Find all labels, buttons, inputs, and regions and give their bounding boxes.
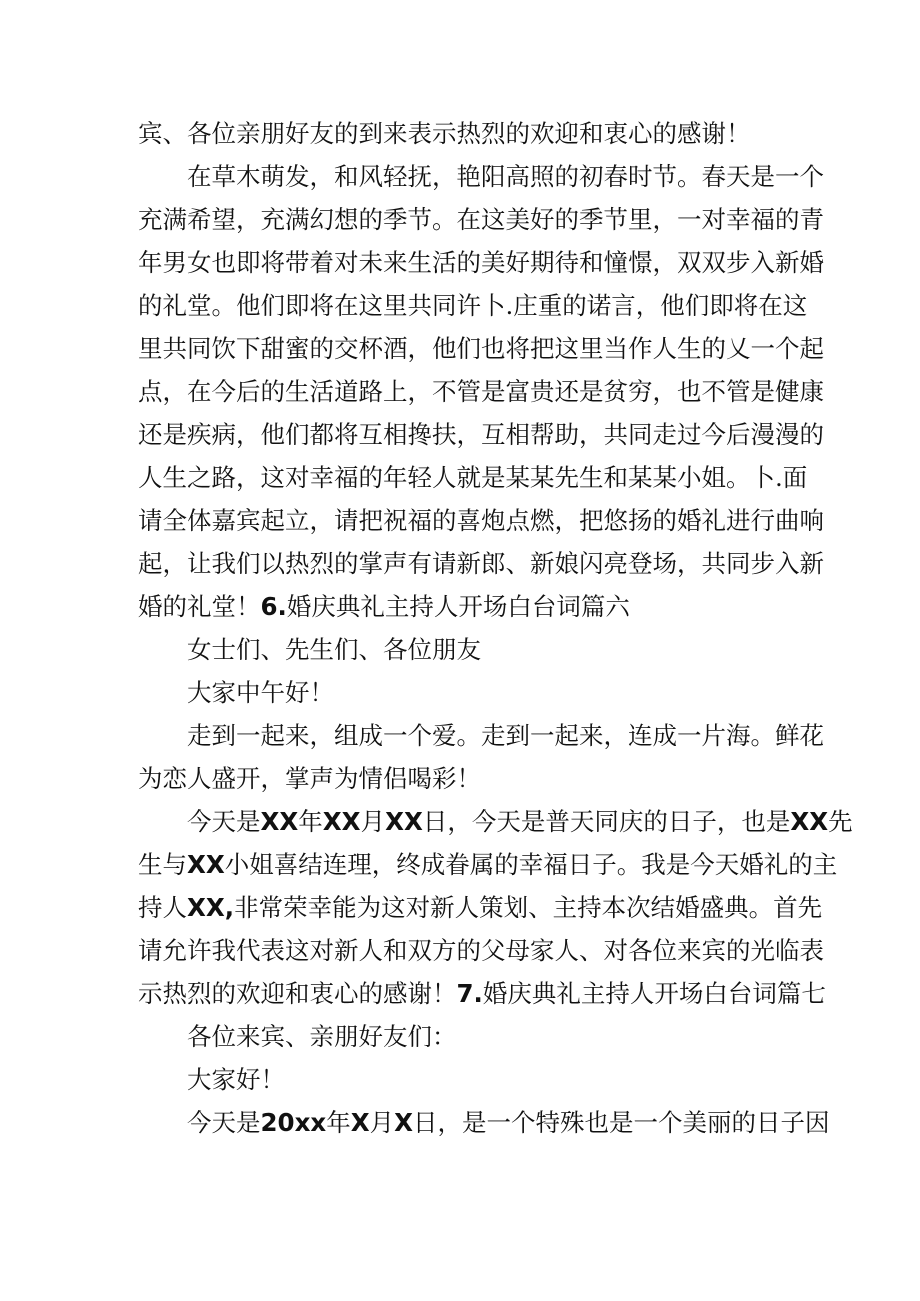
placeholder-text: X [394,1108,413,1137]
text-line-9: 人生之路，这对幸福的年轻人就是某某先生和某某小姐。卜.面 [138,463,808,492]
text-line-16: 为恋人盛开，掌声为情侣喝彩！ [138,764,481,793]
text-line-13: 女士们、先生们、各位朋友 [187,635,481,664]
text-line-4: 年男女也即将带着对未来生活的美好期待和憧憬，双双步入新婚 [138,248,824,277]
text-segment: 先 [828,807,853,836]
text-segment: 示热烈的欢迎和衷心的感谢！ [138,979,457,1008]
placeholder-text: 20xx [260,1108,327,1137]
placeholder-text: XX [322,807,361,836]
placeholder-text: X [350,1108,370,1137]
text-line-14: 大家中午好！ [187,678,334,707]
text-line-10: 请全体嘉宾起立，请把祝福的喜炮点燃，把悠扬的婚礼进行曲响 [138,506,824,535]
text-segment: 持人 [138,893,187,922]
placeholder-text: XX [260,807,299,836]
text-segment: 月 [369,1108,395,1137]
text-segment: 年 [298,807,323,836]
placeholder-text: XX [187,850,225,879]
text-line-2: 在草木萌发，和风轻抚，艳阳高照的初春时节。春天是一个 [187,162,824,191]
text-segment: 日，今天是普天同庆的日子，也是 [422,807,791,836]
text-segment: 婚的礼堂！ [138,592,261,621]
text-line-12 [138,591,788,623]
text-segment: 生与 [138,850,187,879]
text-line-5: 的礼堂。他们即将在这里共同许卜.庄重的诺言，他们即将在这 [138,291,808,320]
text-line-20: 请允许我代表这对新人和双方的父母家人、对各位来宾的光临表 [138,936,824,965]
text-line-3: 充满希望，充满幻想的季节。在这美好的季节里，一对幸福的青 [138,205,824,234]
text-segment: 非常荣幸能为这对新人策划、主持本次结婚盛典。首先 [234,893,823,922]
text-segment: 今天是 [187,1108,261,1137]
text-line-6: 里共同饮下甜蜜的交杯酒，他们也将把这里当作人生的乂一个起 [138,334,824,363]
placeholder-text: XX, [187,893,235,922]
text-segment: 日，是一个特殊也是一个美丽的日子因 [412,1108,830,1137]
section-title: 婚庆典礼主持人开场白台词篇六 [286,592,630,621]
section-number: 6. [260,592,287,621]
text-line-22: 各位来宾、亲朋好友们： [187,1022,457,1051]
placeholder-text: XX [385,807,423,836]
text-segment: 月 [360,807,386,836]
text-line-11: 起，让我们以热烈的掌声有请新郎、新娘闪亮登场，共同步入新 [138,549,824,578]
text-line-23: 大家好！ [187,1065,285,1094]
text-segment: 年 [326,1108,351,1137]
text-line-7: 点，在今后的生活道路上，不管是富贵还是贫穷，也不管是健康 [138,377,824,406]
section-title: 婚庆典礼主持人开场白台词篇七 [482,979,826,1008]
text-segment: 今天是 [187,807,261,836]
text-line-17 [187,806,853,838]
section-number: 7. [456,979,483,1008]
text-segment: 小姐喜结连理，终成眷属的幸福日子。我是今天婚礼的主 [224,850,838,879]
text-line-1: 宾、各位亲朋好友的到来表示热烈的欢迎和衷心的感谢！ [138,119,751,148]
text-line-18 [138,849,838,881]
placeholder-text: XX [790,807,829,836]
text-line-24 [187,1107,830,1139]
text-line-19 [138,892,823,924]
text-line-21 [138,978,826,1010]
text-line-8: 还是疾病，他们都将互相搀扶，互相帮助，共同走过今后漫漫的 [138,420,824,449]
text-line-15: 走到一起来，组成一个爱。走到一起来，连成一片海。鲜花 [187,721,824,750]
